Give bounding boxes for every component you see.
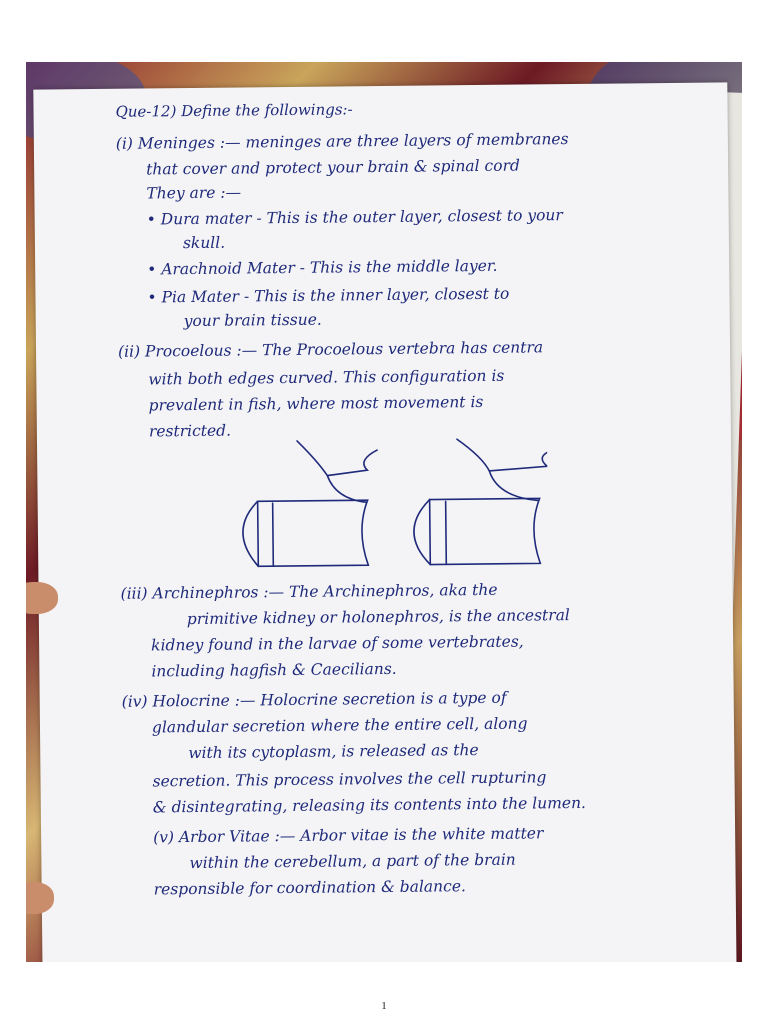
note-line: with its cytoplasm, is released as the bbox=[188, 741, 479, 763]
note-line: skull. bbox=[182, 233, 226, 253]
note-line: within the cerebellum, a part of the brain bbox=[189, 850, 516, 873]
note-line: primitive kidney or holonephros, is the ancestral bbox=[186, 606, 570, 629]
note-line: that cover and protect your brain & spinal cord bbox=[146, 156, 520, 179]
note-line: secretion. This process involves the cell rupturing bbox=[152, 768, 547, 791]
note-line: (ii) Procoelous :— The Procoelous vertebra has centra bbox=[117, 338, 544, 361]
note-line: (i) Meninges :— meninges are three layers of membranes bbox=[115, 130, 569, 153]
note-line: • Pia Mater - This is the inner layer, closest to bbox=[147, 284, 510, 307]
note-line: responsible for coordination & balance. bbox=[153, 877, 466, 899]
note-line: your brain tissue. bbox=[183, 310, 322, 331]
note-line: restricted. bbox=[148, 421, 232, 441]
note-line: kidney found in the larvae of some vertebrates, bbox=[151, 632, 524, 655]
page-number: 1 bbox=[381, 1000, 387, 1012]
question-heading: Que-12) Define the followings:- bbox=[115, 100, 353, 121]
note-line: (iii) Archinephros :— The Archinephros, aka the bbox=[120, 580, 498, 603]
note-line: glandular secretion where the entire cell, along bbox=[151, 714, 528, 737]
handwritten-notes bbox=[33, 82, 736, 962]
note-line: & disintegrating, releasing its contents into the lumen. bbox=[152, 793, 587, 817]
procoelous-vertebra-sketch bbox=[217, 418, 549, 571]
note-line: with both edges curved. This configuration is bbox=[148, 366, 505, 389]
note-line: prevalent in fish, where most movement is bbox=[148, 392, 484, 415]
note-line: including hagfish & Caecilians. bbox=[151, 659, 397, 681]
photo-of-handwritten-page bbox=[26, 62, 742, 962]
note-line: (v) Arbor Vitae :— Arbor vitae is the white matter bbox=[153, 824, 544, 847]
note-line: (iv) Holocrine :— Holocrine secretion is a type of bbox=[121, 688, 507, 711]
note-line: • Arachnoid Mater - This is the middle layer. bbox=[147, 256, 498, 279]
note-line: • Dura mater - This is the outer layer, closest to your bbox=[146, 206, 563, 229]
notebook-sheet bbox=[33, 82, 736, 962]
note-line: They are :— bbox=[146, 183, 242, 203]
